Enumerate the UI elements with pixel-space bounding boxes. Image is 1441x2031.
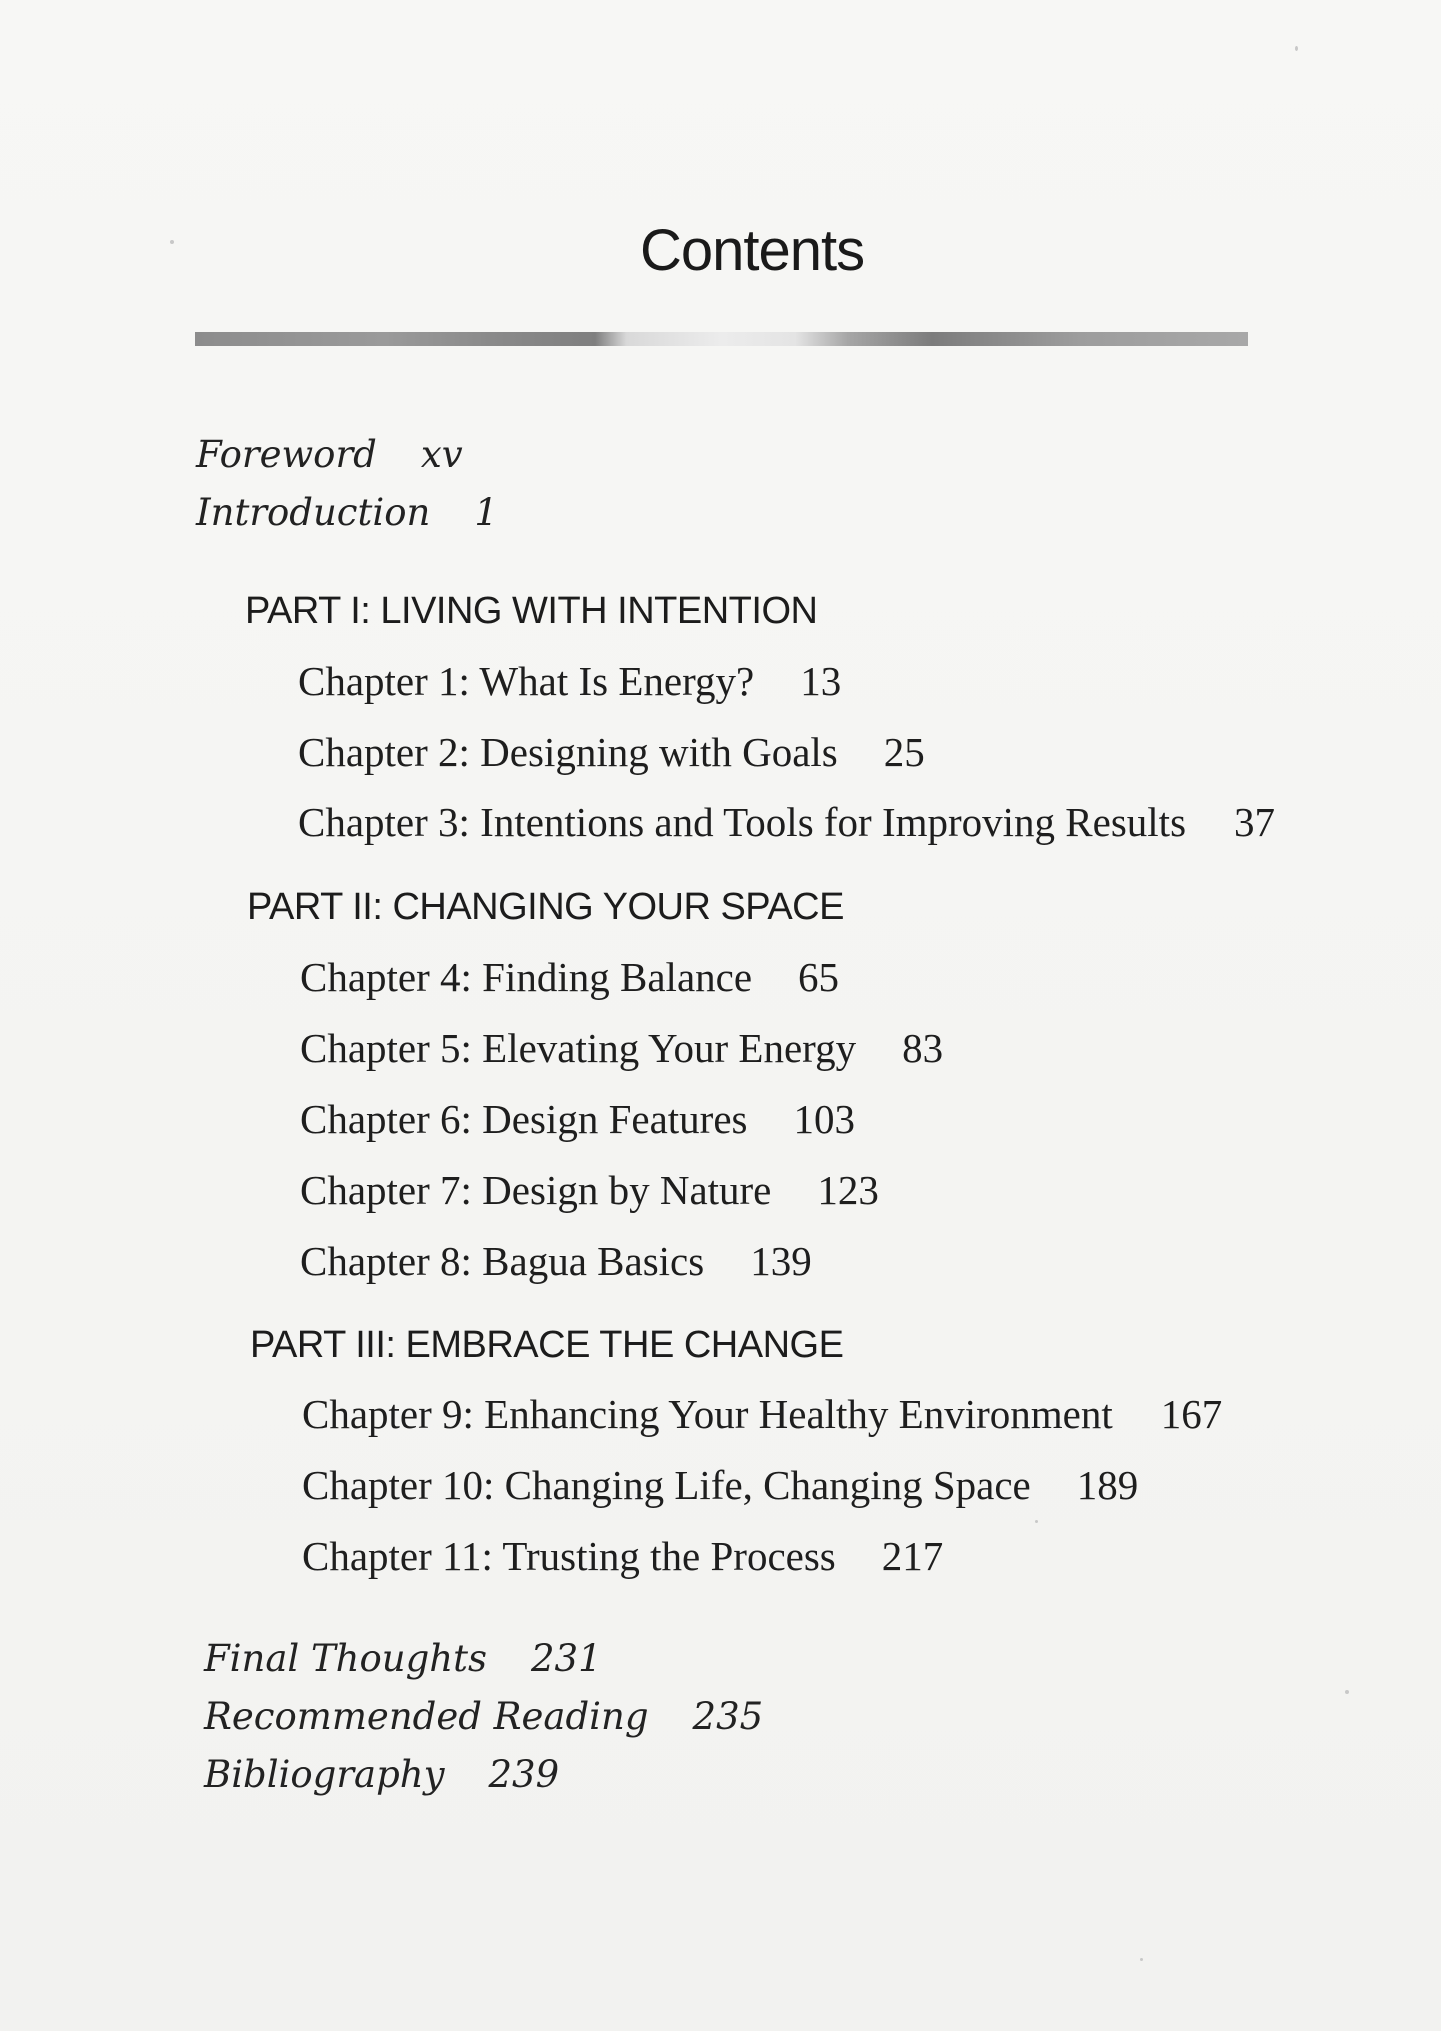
- part-heading-2[interactable]: PART II: CHANGING YOUR SPACE: [247, 886, 844, 928]
- toc-entry-chapter-7[interactable]: [300, 1167, 879, 1213]
- entry-label: Chapter 3: Intentions and Tools for Improving Results: [298, 799, 1187, 845]
- entry-page-number: 25: [883, 729, 925, 775]
- toc-entry-bibliography[interactable]: [204, 1753, 560, 1796]
- entry-page-number: 37: [1234, 799, 1276, 845]
- entry-page-number: 103: [793, 1096, 855, 1142]
- part-heading-1[interactable]: PART I: LIVING WITH INTENTION: [245, 590, 818, 632]
- entry-page-number: 231: [530, 1637, 602, 1680]
- entry-label: Chapter 10: Changing Life, Changing Space: [302, 1462, 1031, 1508]
- toc-entry-recommended-reading[interactable]: [204, 1695, 764, 1738]
- scan-speck: [1035, 1520, 1038, 1523]
- entry-page-number: 167: [1160, 1391, 1223, 1437]
- entry-label: Recommended Reading: [204, 1695, 649, 1738]
- part-heading-3[interactable]: PART III: EMBRACE THE CHANGE: [250, 1324, 844, 1366]
- toc-entry-chapter-5[interactable]: [300, 1025, 944, 1071]
- entry-page-number: 1: [474, 491, 498, 534]
- entry-page-number: 83: [902, 1025, 944, 1071]
- toc-entry-foreword[interactable]: [196, 433, 463, 476]
- toc-entry-chapter-9[interactable]: [302, 1391, 1223, 1437]
- toc-entry-chapter-11[interactable]: [302, 1533, 944, 1579]
- entry-page-number: 13: [800, 658, 842, 704]
- entry-label: Bibliography: [204, 1753, 445, 1796]
- toc-entry-chapter-4[interactable]: [300, 954, 840, 1000]
- toc-entry-final-thoughts[interactable]: [204, 1637, 602, 1680]
- toc-entry-introduction[interactable]: [196, 491, 498, 534]
- scan-speck: [170, 240, 174, 244]
- toc-entry-chapter-10[interactable]: [302, 1462, 1139, 1508]
- entry-page-number: 139: [750, 1238, 812, 1284]
- entry-label: Chapter 8: Bagua Basics: [300, 1238, 705, 1284]
- entry-label: Chapter 6: Design Features: [300, 1096, 748, 1142]
- entry-page-number: 189: [1076, 1462, 1139, 1508]
- entry-label: Chapter 5: Elevating Your Energy: [300, 1025, 857, 1071]
- toc-entry-chapter-2[interactable]: [298, 729, 925, 775]
- toc-entry-chapter-3[interactable]: [298, 799, 1276, 845]
- entry-label: Chapter 11: Trusting the Process: [302, 1533, 836, 1579]
- toc-entry-chapter-8[interactable]: [300, 1238, 812, 1284]
- entry-page-number: 235: [692, 1695, 764, 1738]
- toc-entry-chapter-6[interactable]: [300, 1096, 855, 1142]
- scan-speck: [1140, 1958, 1143, 1961]
- entry-page-number: 123: [817, 1167, 879, 1213]
- page-title: Contents: [640, 218, 865, 283]
- entry-label: Chapter 7: Design by Nature: [300, 1167, 772, 1213]
- entry-label: Chapter 4: Finding Balance: [300, 954, 753, 1000]
- entry-page-number: 239: [488, 1753, 560, 1796]
- entry-label: Introduction: [196, 491, 431, 534]
- scan-speck: [1345, 1690, 1349, 1694]
- entry-page-number: 217: [881, 1533, 944, 1579]
- entry-label: Final Thoughts: [204, 1637, 487, 1680]
- entry-label: Foreword: [196, 433, 377, 476]
- entry-page-number: xv: [420, 433, 463, 476]
- entry-label: Chapter 2: Designing with Goals: [298, 729, 838, 775]
- entry-label: Chapter 1: What Is Energy?: [298, 658, 755, 704]
- entry-label: Chapter 9: Enhancing Your Healthy Environment: [302, 1391, 1113, 1437]
- scan-speck: [1295, 46, 1298, 51]
- toc-entry-chapter-1[interactable]: [298, 658, 842, 704]
- entry-page-number: 65: [798, 954, 840, 1000]
